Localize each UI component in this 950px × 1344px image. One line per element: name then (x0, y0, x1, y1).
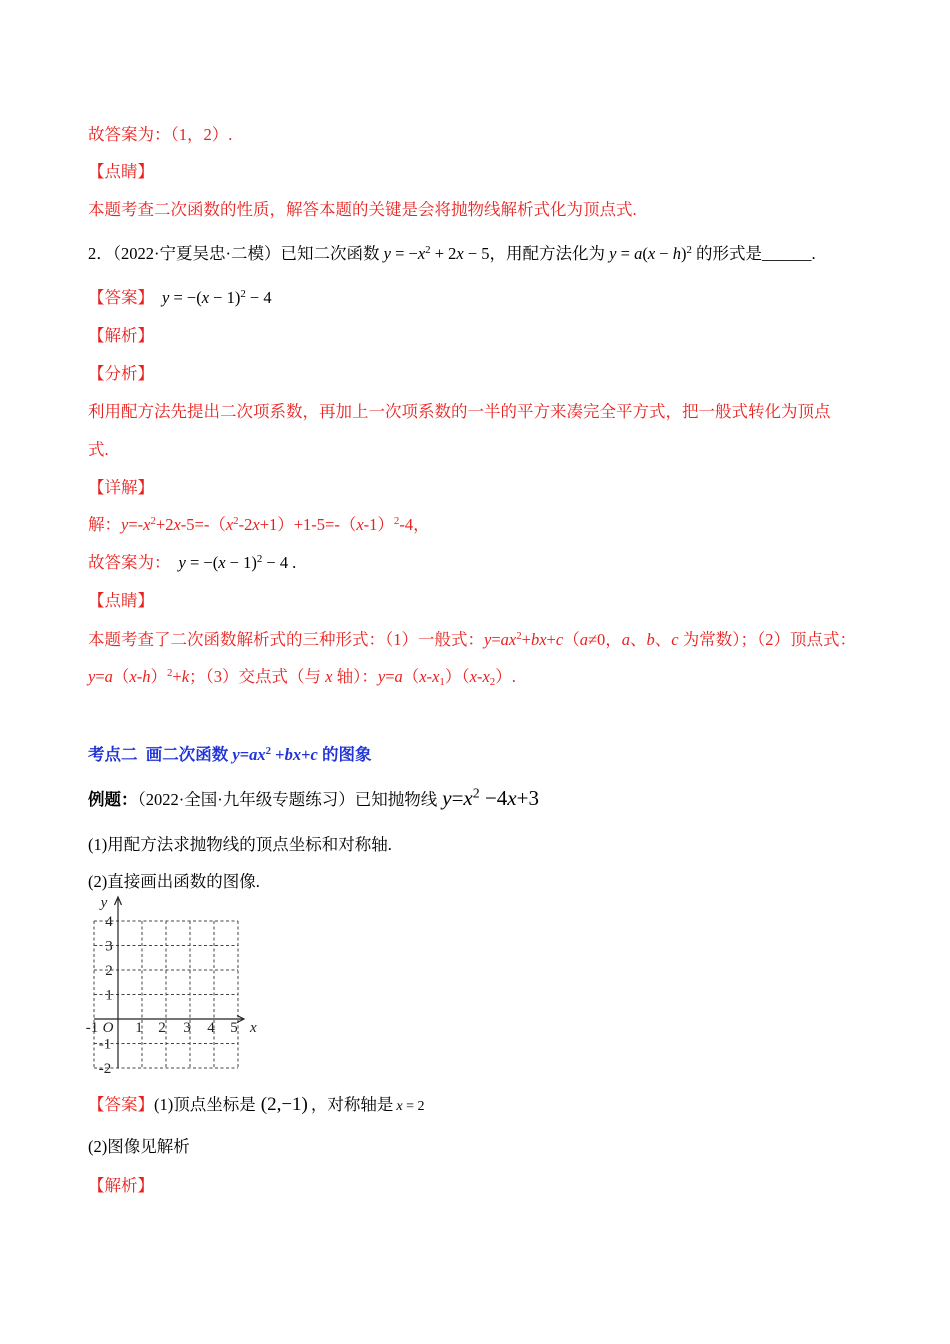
answer-label: 【答案】 (88, 288, 154, 307)
text-run: − 5 (463, 244, 490, 263)
math-variable: b (646, 630, 655, 649)
math-variable: c (671, 630, 679, 649)
math-variable: x (647, 244, 656, 263)
math-variable: c (555, 630, 564, 649)
math-exponent: 2 (256, 553, 263, 566)
x-axis-label: x (250, 1020, 257, 1036)
answer-formula (162, 288, 272, 307)
y-tick-label: 4 (105, 914, 113, 930)
y-tick-label: 1 (105, 987, 113, 1004)
q2-fenxi-text-2: 式. (88, 440, 109, 459)
example-source: （2022·全国·九年级专题练习）已知抛物线 (137, 790, 438, 809)
math-variable: a (579, 630, 588, 649)
math-exponent: 2 (472, 785, 480, 801)
axis-of-symmetry-formula (396, 1099, 424, 1114)
math-variable: y (442, 786, 452, 810)
math-exponent: 2 (240, 288, 246, 301)
math-variable: x (396, 1099, 403, 1114)
math-variable: x (469, 667, 477, 686)
math-variable: x (417, 244, 426, 263)
math-variable: y (121, 515, 129, 534)
math-variable: h (672, 244, 681, 263)
math-exponent: 2 (425, 244, 431, 257)
conclusion-prefix: 故答案为： (88, 553, 171, 572)
text-run: 的形式是______. (691, 244, 816, 263)
q1-conclusion: 故答案为：（1，2）. (88, 125, 233, 144)
math-exponent: 2 (265, 745, 272, 758)
text-run: ） (150, 667, 167, 686)
text-run: 本题考查了二次函数解析式的三种形式：（1）一般式： (88, 630, 484, 649)
text-run: + (301, 745, 311, 764)
math-variable: x (482, 667, 490, 686)
y-axis-label: y (100, 895, 108, 911)
text-run: = 2 (402, 1099, 425, 1114)
text-run: ) (680, 244, 687, 263)
math-variable: y (178, 553, 186, 572)
math-variable: x (225, 515, 234, 534)
origin-label: O (102, 1020, 114, 1036)
text-run: - (136, 667, 143, 686)
math-variable: x (507, 786, 517, 810)
x-tick-label: -1 (85, 1020, 99, 1036)
text-run: =- (128, 515, 144, 534)
text-run: = −( (169, 288, 202, 307)
math-variable: x (356, 515, 364, 534)
q2-fenxi-text-1: 利用配方法先提出二次项系数，再加上一次项系数的一半的平方来凑完全平方式，把一般式转化为顶点 (88, 402, 831, 421)
math-exponent: 2 (150, 515, 156, 528)
text-run: − (655, 244, 673, 263)
math-variable: c (310, 745, 318, 764)
math-variable: y (383, 244, 391, 263)
coordinate-grid-figure (85, 893, 260, 1079)
text-run: 轴）： (332, 667, 378, 686)
math-variable: a (104, 667, 113, 686)
text-run: +3 (516, 786, 539, 810)
y-tick-label: -1 (98, 1036, 112, 1053)
example-jiexi-label: 【解析】 (88, 1176, 154, 1195)
text-run: ≠0， (587, 630, 622, 649)
text-run: -2 (238, 515, 253, 534)
conclusion-period: . (292, 553, 297, 572)
text-run: + (521, 630, 531, 649)
text-run: - (426, 667, 433, 686)
section-heading (88, 745, 371, 765)
x-tick-label: 1 (135, 1020, 143, 1036)
text-run: 的图象 (317, 745, 372, 764)
math-variable: k (181, 667, 190, 686)
math-variable: x (463, 786, 473, 810)
math-exponent: 2 (233, 515, 239, 528)
math-subscript: 2 (489, 676, 496, 689)
math-variable: x (432, 667, 440, 686)
text-run: +2 (155, 515, 174, 534)
text-run: −4 (479, 786, 508, 810)
text-run: = (385, 667, 395, 686)
text-run: − 1) (225, 553, 257, 572)
text-run: = −( (185, 553, 219, 572)
math-exponent: 2 (393, 515, 400, 528)
example-part-2: (2)直接画出函数的图像. (88, 872, 260, 891)
math-variable: x (252, 515, 260, 534)
example-answer (88, 1095, 425, 1117)
text-run: （ (563, 630, 580, 649)
math-variable: ax (249, 745, 266, 764)
text-run: - (476, 667, 483, 686)
text-run: -5=-（ (180, 515, 226, 534)
text-run: ，用配方法化为 (489, 244, 610, 263)
math-variable: y (484, 630, 492, 649)
q2-dianjing-text-2 (88, 667, 516, 687)
math-variable: x (419, 667, 427, 686)
x-tick-label: 3 (183, 1020, 191, 1036)
math-variable: y (88, 667, 96, 686)
math-variable: a (634, 244, 643, 263)
text-run: = (95, 667, 105, 686)
answer-label: 【答案】 (88, 1095, 154, 1114)
text-run: +1）+1-5=-（ (259, 515, 357, 534)
y-tick-label: 2 (105, 963, 113, 979)
q2-dianjing-label: 【点睛】 (88, 591, 154, 610)
y-tick-label: -2 (98, 1061, 112, 1077)
x-tick-label: 4 (207, 1020, 215, 1036)
math-variable: y (162, 288, 170, 307)
math-subscript: 1 (439, 676, 445, 689)
text-run: ）. (495, 667, 516, 686)
q2-xiangjie-text (88, 515, 430, 535)
text-run: ( (642, 244, 648, 263)
math-variable: x (201, 288, 210, 307)
text-run: + (172, 667, 182, 686)
text-run: -4， (399, 515, 430, 534)
text-run: = (616, 244, 635, 263)
math-variable: x (218, 553, 226, 572)
math-variable: y (232, 745, 240, 764)
math-variable: x (143, 515, 151, 534)
q1-dianjing-text: 本题考查二次函数的性质，解答本题的关键是会将抛物线解析式化为顶点式. (88, 200, 637, 219)
math-exponent: 2 (686, 244, 692, 257)
text-run: 、 (630, 630, 647, 649)
math-variable: x (129, 667, 137, 686)
text-run: 、 (654, 630, 672, 649)
text-run: + (546, 630, 556, 649)
text-run: − 4 (245, 288, 272, 307)
x-tick-label: 5 (230, 1020, 238, 1036)
math-variable: ax (500, 630, 517, 649)
math-variable: y (377, 667, 386, 686)
math-variable: a (621, 630, 630, 649)
text-run: 2．（2022·宁夏吴忠·二模）已知二次函数 (88, 244, 384, 263)
text-run: + 2 (430, 244, 457, 263)
q2-conclusion (88, 553, 296, 573)
example-formula (442, 786, 539, 810)
q2-answer (88, 288, 272, 308)
q2-dianjing-text-1 (88, 630, 856, 650)
math-exponent: 2 (166, 667, 173, 680)
conclusion-formula (179, 553, 289, 572)
math-variable: x (173, 515, 181, 534)
text-run: ）（ (444, 667, 470, 686)
text-run: -1） (363, 515, 394, 534)
example-stem (88, 785, 539, 810)
math-variable: a (394, 667, 403, 686)
text-run: = (451, 786, 464, 810)
y-tick-label: 3 (105, 938, 113, 955)
example-part-1: (1)用配方法求抛物线的顶点坐标和对称轴. (88, 835, 392, 854)
math-variable: h (142, 667, 151, 686)
math-variable: y (609, 244, 617, 263)
text-run: − 1) (209, 288, 241, 307)
text-run: − 4 (262, 553, 289, 572)
text-run: + (271, 745, 285, 764)
answer-text: (1)顶点坐标是 (154, 1095, 256, 1114)
text-run: 解： (88, 515, 121, 534)
answer-text: ，对称轴是 (310, 1095, 394, 1114)
example-label: 例题： (88, 790, 138, 809)
text-run: = − (390, 244, 418, 263)
math-variable: x (325, 667, 333, 686)
q1-dianjing-label: 【点睛】 (88, 162, 154, 181)
q2-fenxi-label: 【分析】 (88, 364, 154, 383)
text-run: 为常数）；（2）顶点式： (678, 630, 856, 649)
math-variable: x (456, 244, 464, 263)
q2-xiangjie-label: 【详解】 (88, 478, 154, 497)
text-run: = (239, 745, 250, 764)
text-run: ；（3）交点式（与 (189, 667, 326, 686)
math-exponent: 2 (516, 630, 522, 643)
vertex-coordinates: (2,−1) (260, 1094, 308, 1115)
q2-jiexi-label: 【解析】 (88, 326, 154, 345)
text-run: 考点二 画二次函数 (88, 745, 233, 764)
example-answer-part-2: (2)图像见解析 (88, 1137, 190, 1156)
q2-stem (88, 244, 816, 264)
math-variable: bx (530, 630, 547, 649)
text-run: = (491, 630, 501, 649)
text-run: （ (112, 667, 130, 686)
x-tick-label: 2 (158, 1020, 166, 1036)
text-run: （ (402, 667, 420, 686)
math-variable: bx (284, 745, 302, 764)
